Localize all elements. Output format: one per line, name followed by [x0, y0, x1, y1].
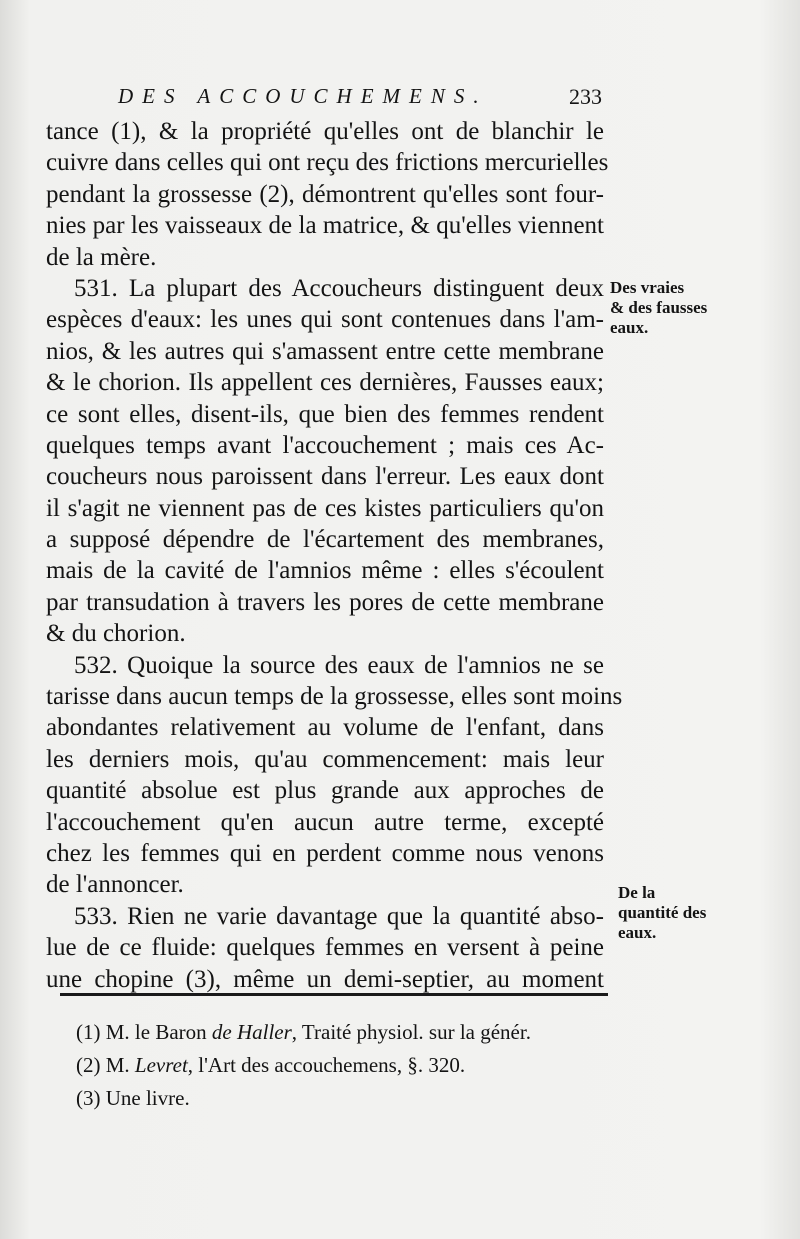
margin-note-fausses-eaux [610, 278, 760, 338]
footnote-text: (3) Une livre. [76, 1086, 190, 1110]
text-line: coucheurs nous paroissent dans l'erreur. Les eaux dont [46, 463, 604, 491]
text-line: a supposé dépendre de l'écartement des membranes, [46, 526, 604, 554]
text-line: il s'agit ne viennent pas de ces kistes particuliers qu'on [46, 494, 604, 522]
margin-note-line: eaux. [610, 318, 649, 337]
margin-note-line: quantité des [618, 903, 707, 922]
footnote-author: de Haller [211, 1020, 292, 1044]
text-line: lue de ce fluide: quelques femmes en versent à peine [46, 934, 604, 962]
footnote-text: (2) M. [76, 1053, 135, 1077]
page-number: 233 [569, 84, 602, 109]
text-line: chez les femmes qui en perdent comme nous venons [46, 839, 604, 867]
paragraph-533-start: 533. Rien ne varie davantage que la quantité abso- [74, 902, 604, 930]
footnote-text: , l'Art des accouchemens, §. 320. [187, 1053, 466, 1077]
footnote-3 [76, 1082, 616, 1115]
text-line: quantité absolue est plus grande aux approches de [46, 777, 604, 805]
footnote-1 [76, 1016, 616, 1049]
margin-note-line: De la [618, 883, 656, 902]
main-text [46, 116, 623, 995]
text-line: de la mère. [46, 243, 157, 271]
text-line: une chopine (3), même un demi-septier, au moment [46, 965, 604, 993]
text-line: ce sont elles, disent-ils, que bien des femmes rendent [46, 400, 604, 428]
text-line: tance (1), & la propriété qu'elles ont de blanchir le [46, 118, 604, 145]
margin-note-line: Des vraies [610, 278, 685, 297]
margin-note-line: & des fausses [610, 298, 708, 317]
paragraph-531-start: 531. La plupart des Accoucheurs distinguent deux [74, 274, 604, 302]
footnote-text: (1) M. le Baron [76, 1020, 212, 1044]
text-line: l'accouchement qu'en aucun autre terme, excepté [46, 808, 604, 836]
text-line: cuivre dans celles qui ont reçu des frictions mercurielles [46, 149, 609, 177]
text-line: & le chorion. Ils appellent ces dernières, Fausses eaux; [46, 369, 604, 397]
text-line: par transudation à travers les pores de cette membrane [46, 588, 604, 616]
text-line: tarisse dans aucun temps de la grossesse, elles sont moins [46, 683, 623, 711]
text-line: nies par les vaisseaux de la matrice, & qu'elles viennent [46, 212, 604, 240]
text-line: & du chorion. [46, 620, 186, 648]
text-line: de l'annoncer. [46, 871, 184, 899]
text-line: les derniers mois, qu'au commencement: mais leur [46, 745, 604, 773]
text-line: espèces d'eaux: les unes qui sont contenues dans l'am- [46, 306, 604, 334]
footnote-text: , Traité physiol. sur la génér. [291, 1020, 531, 1044]
footnote-2 [76, 1049, 616, 1082]
footnote-author: Levret [134, 1053, 188, 1077]
text-line: mais de la cavité de l'amnios même : elles s'écoulent [46, 557, 604, 585]
text-line: pendant la grossesse (2), démontrent qu'elles sont four- [46, 180, 604, 208]
margin-note-quantite [618, 883, 768, 943]
running-header [118, 84, 602, 114]
running-title: DES ACCOUCHEMENS. [118, 84, 488, 108]
margin-note-line: eaux. [618, 923, 657, 942]
footnotes [76, 1016, 616, 1115]
footnote-divider [60, 993, 608, 996]
paragraph-532-start: 532. Quoique la source des eaux de l'amnios ne se [74, 651, 604, 679]
text-line: nios, & les autres qui s'amassent entre cette membrane [46, 337, 604, 365]
text-line: quelques temps avant l'accouchement ; mais ces Ac- [46, 431, 604, 459]
text-line: abondantes relativement au volume de l'enfant, dans [46, 714, 604, 742]
